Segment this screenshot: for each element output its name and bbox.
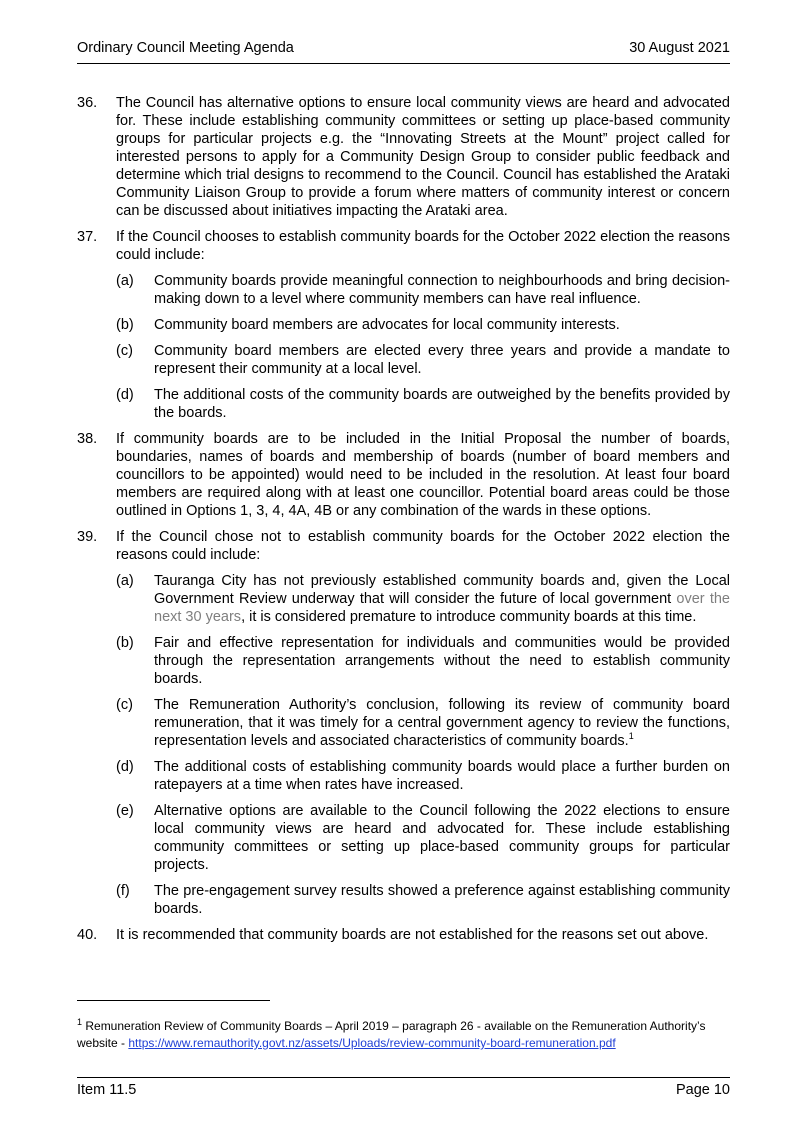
- page-header: [77, 40, 730, 60]
- list-item-letter: (f): [116, 883, 130, 899]
- list-item-text: The pre-engagement survey results showed a preference against establishing community boards.: [154, 883, 730, 917]
- list-item-text: The additional costs of the community boards are outweighed by the benefits provided by the boards.: [154, 387, 730, 421]
- list-item-text: Community board members are elected every three years and provide a mandate to represent their community at a local level.: [154, 343, 730, 377]
- list-item: [116, 882, 730, 918]
- paragraph-38: [77, 430, 730, 520]
- list-item-text-part: , it is considered premature to introduce community boards at this time.: [241, 609, 697, 625]
- list-item-text: Community boards provide meaningful connection to neighbourhoods and bring decision-making down to a level where community members can have real influence.: [154, 273, 730, 307]
- paragraph-number: 38.: [77, 431, 98, 447]
- list-item-letter: (d): [116, 759, 134, 775]
- paragraph-40: [77, 926, 730, 944]
- list-item-letter: (b): [116, 317, 134, 333]
- list-item: [116, 386, 730, 422]
- paragraph-number: 36.: [77, 95, 98, 111]
- paragraph-text: It is recommended that community boards are not established for the reasons set out above.: [116, 927, 709, 943]
- page-footer: [77, 1082, 730, 1098]
- list-item-letter: (d): [116, 387, 134, 403]
- list-item-letter: (e): [116, 803, 134, 819]
- list-item-text: [154, 696, 730, 750]
- page-number: Page 10: [675, 1082, 730, 1098]
- list-item: [116, 758, 730, 794]
- paragraph-39: [77, 528, 730, 918]
- header-date: 30 August 2021: [629, 40, 730, 56]
- paragraph-text: If the Council chooses to establish community boards for the October 2022 election the reasons could include:: [116, 229, 730, 263]
- paragraph-number: 37.: [77, 229, 98, 245]
- paragraph-36: [77, 94, 730, 220]
- list-item: [116, 696, 730, 750]
- list-item-letter: (a): [116, 573, 134, 589]
- footnote-mark: 1: [77, 1017, 83, 1027]
- list-item-letter: (c): [116, 697, 133, 713]
- list-item: [116, 272, 730, 308]
- list-item-letter: (b): [116, 635, 134, 651]
- document-body: [77, 94, 730, 952]
- footnote-reference[interactable]: 1: [628, 731, 634, 742]
- grey-text: over the next 30 years: [154, 591, 730, 625]
- list-item: [116, 802, 730, 874]
- footnote-text: Remuneration Review of Community Boards – April 2019 – paragraph 26 - available on the Remuneration Authority’s website -: [77, 1019, 706, 1050]
- paragraph-text: If the Council chose not to establish community boards for the October 2022 election the reasons could include:: [116, 529, 730, 563]
- list-item-text: Alternative options are available to the Council following the 2022 elections to ensure local community views are heard and advocated for. These include establishing community committees or setting up place-based community groups for particular projects.: [154, 803, 730, 873]
- list-item: [116, 316, 730, 334]
- list-item-letter: (c): [116, 343, 133, 359]
- paragraph-text: The Council has alternative options to ensure local community views are heard and advocated for. These include establishing community committees or setting up place-based community groups for particular projects e.g. the “Innovating Streets at the Mount” project called for interested persons to apply for a Community Design Group to consider public feedback and determine which trial designs to recommend to the Council. Council has established the Arataki Community Liaison Group to provide a forum where matters of community interest or concern can be discussed about initiatives impacting the Arataki area.: [116, 95, 730, 219]
- paragraph-number: 40.: [77, 927, 98, 943]
- list-item: [116, 634, 730, 688]
- list-item-letter: (a): [116, 273, 134, 289]
- list-item-text: [154, 572, 730, 626]
- list-item: [116, 572, 730, 626]
- header-divider: [77, 63, 730, 64]
- footer-divider: [77, 1077, 730, 1078]
- footer-item-label: Item 11.5: [77, 1082, 137, 1098]
- header-title: Ordinary Council Meeting Agenda: [77, 40, 294, 56]
- footnote: [77, 1018, 730, 1052]
- paragraph-37: [77, 228, 730, 422]
- footnote-link[interactable]: https://www.remauthority.govt.nz/assets/Uploads/review-community-board-remuneration.pdf: [128, 1036, 616, 1050]
- paragraph-number: 39.: [77, 529, 98, 545]
- list-item: [116, 342, 730, 378]
- list-item-text-part: The Remuneration Authority’s conclusion, following its review of community board remuneration, that it was timely for a central government agency to review the functions, representation levels and associated characteristics of community boards.: [154, 697, 730, 749]
- list-item-text: Fair and effective representation for individuals and communities would be provided through the representation arrangements without the need to establish community boards.: [154, 635, 730, 687]
- paragraph-text: If community boards are to be included in the Initial Proposal the number of boards, boundaries, names of boards and membership of boards (number of board members and councillors to be appointed) would need to be included in the resolution. At least four board members are required along with at least one councillor. Potential board areas could be those outlined in Options 1, 3, 4, 4A, 4B or any combination of the wards in these options.: [116, 431, 730, 519]
- list-item-text: Community board members are advocates for local community interests.: [154, 317, 620, 333]
- list-item-text-part: Tauranga City has not previously established community boards and, given the Local Government Review underway that will consider the future of local government: [154, 573, 730, 607]
- list-item-text: The additional costs of establishing community boards would place a further burden on ratepayers at a time when rates have increased.: [154, 759, 730, 793]
- footnote-divider: [77, 1000, 270, 1001]
